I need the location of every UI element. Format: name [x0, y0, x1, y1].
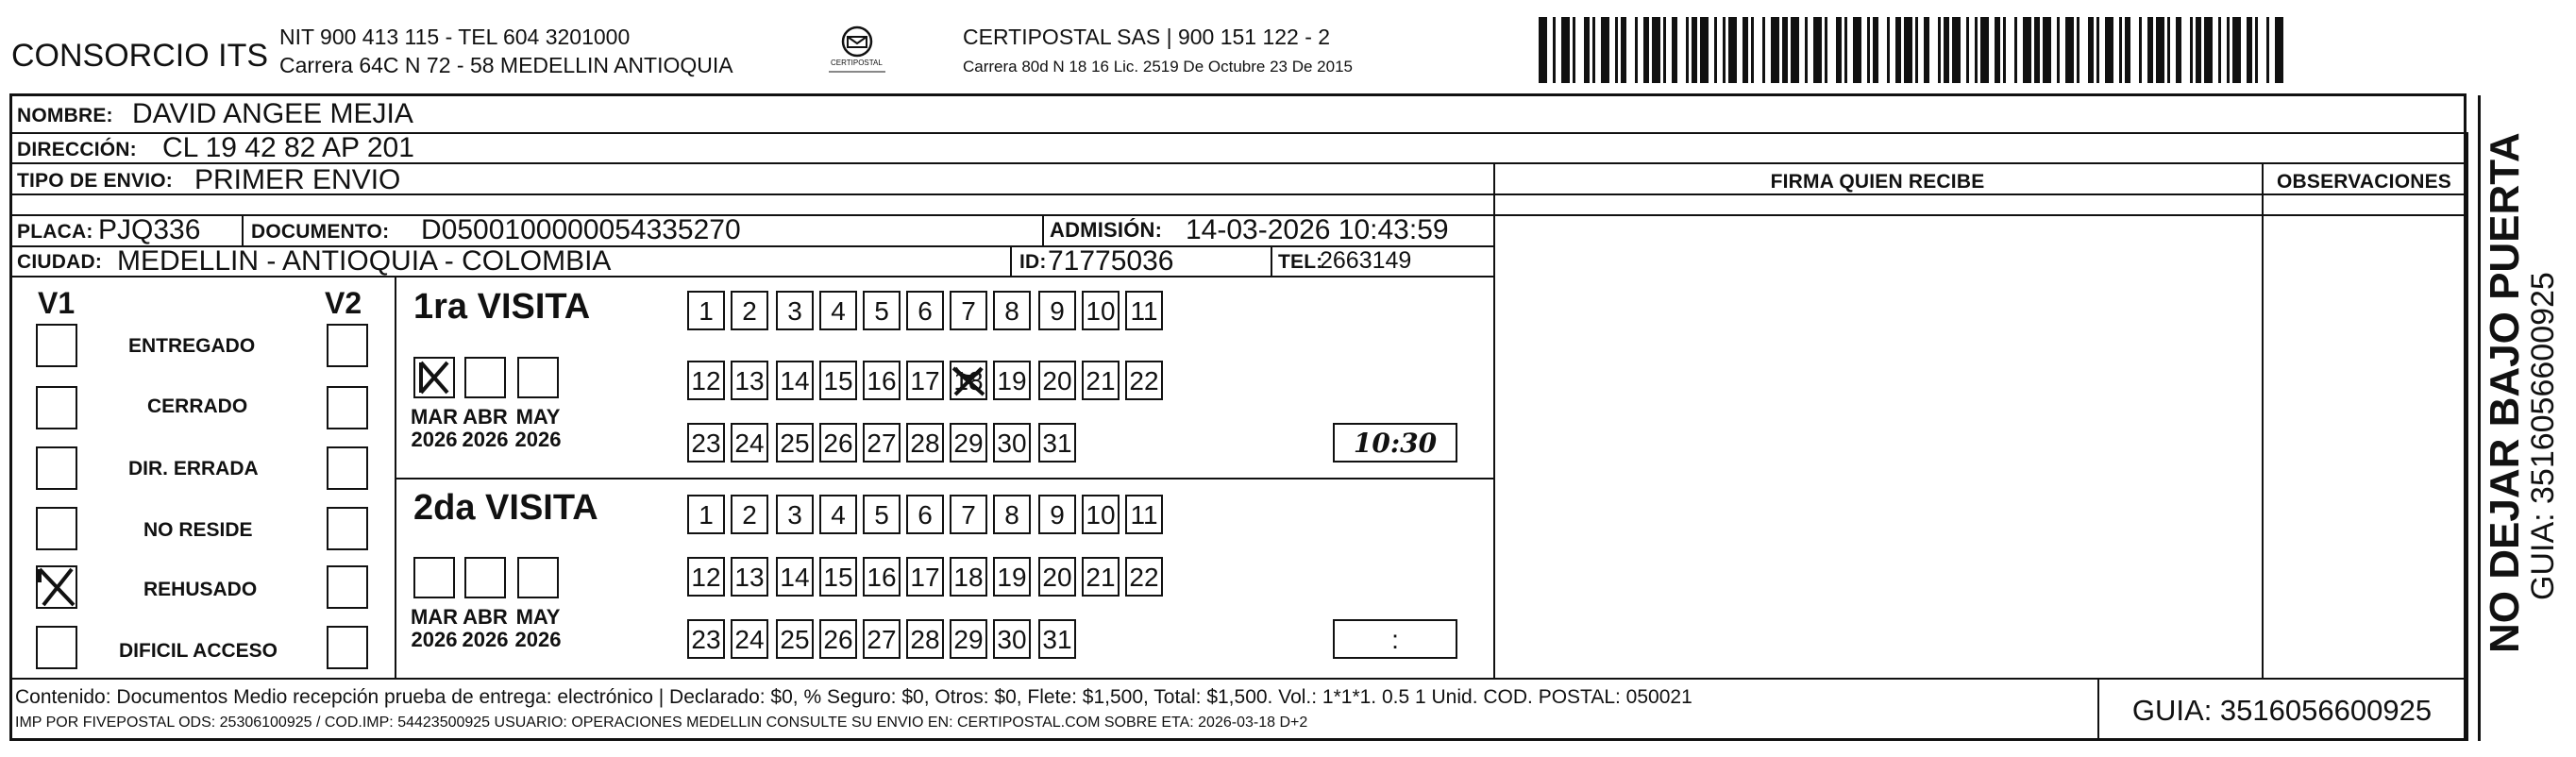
visit2-day-20[interactable]: 20 [1038, 557, 1076, 597]
visit1-day-4[interactable]: 4 [819, 291, 857, 330]
ciudad-label: CIUDAD: [17, 251, 103, 273]
visit2-title: 2da VISITA [413, 488, 598, 528]
side-guia: GUIA: 3516056600925 [2525, 272, 2561, 600]
visit2-day-9[interactable]: 9 [1038, 495, 1076, 534]
visit2-day-22[interactable]: 22 [1125, 557, 1163, 597]
visit1-day-8[interactable]: 8 [993, 291, 1031, 330]
admision-label: ADMISIÓN: [1050, 218, 1163, 242]
visit1-day-31[interactable]: 31 [1038, 423, 1076, 463]
placa-value: PJQ336 [98, 214, 201, 245]
tipo-envio-value: PRIMER ENVIO [194, 164, 401, 195]
option-rehusado: REHUSADO [143, 579, 258, 600]
v2-dificil-acceso-checkbox[interactable] [327, 626, 368, 669]
certipostal-logo [819, 23, 895, 79]
v2-entregado-checkbox[interactable] [327, 324, 368, 367]
visit1-day-19[interactable]: 19 [993, 361, 1031, 400]
v1-dificil-acceso-checkbox[interactable] [36, 626, 77, 669]
visit2-day-23[interactable]: 23 [687, 619, 725, 659]
company-nit: NIT 900 413 115 - TEL 604 3201000 [279, 25, 631, 49]
company-address: Carrera 64C N 72 - 58 MEDELLIN ANTIOQUIA [279, 53, 733, 77]
courier-address: Carrera 80d N 18 16 Lic. 2519 De Octubre 23 De 2015 [963, 58, 1353, 76]
visit2-day-13[interactable]: 13 [731, 557, 768, 597]
visit2-day-5[interactable]: 5 [863, 495, 901, 534]
check-mark-icon [413, 357, 455, 398]
courier-name: CERTIPOSTAL SAS | 900 151 122 - 2 [963, 25, 1331, 49]
option-dir-errada: DIR. ERRADA [128, 458, 259, 479]
option-cerrado: CERRADO [147, 395, 248, 417]
no-dejar-bajo-puerta: NO DEJAR BAJO PUERTA [2482, 132, 2528, 653]
visit1-month-checkbox-may[interactable] [517, 357, 559, 398]
visit2-day-30[interactable]: 30 [993, 619, 1031, 659]
direccion-value: CL 19 42 82 AP 201 [162, 132, 414, 163]
visit1-month-checkbox-mar[interactable] [413, 357, 455, 398]
firma-column-header: FIRMA QUIEN RECIBE [1770, 171, 1985, 193]
v1-header: V1 [38, 286, 76, 320]
option-entregado: ENTREGADO [128, 335, 256, 357]
visit2-day-11[interactable]: 11 [1125, 495, 1163, 534]
visit1-time-box[interactable]: 10:30 [1333, 423, 1457, 463]
documento-label: DOCUMENTO: [251, 221, 390, 243]
barcode [1539, 17, 2294, 83]
visit2-day-26[interactable]: 26 [819, 619, 857, 659]
tel-value: 2663149 [1320, 247, 1412, 274]
visit2-day-16[interactable]: 16 [863, 557, 901, 597]
ciudad-value: MEDELLIN - ANTIOQUIA - COLOMBIA [117, 245, 612, 277]
visit2-day-28[interactable]: 28 [906, 619, 944, 659]
nombre-label: NOMBRE: [17, 105, 113, 126]
option-no-reside: NO RESIDE [143, 519, 253, 541]
documento-value: D0500100000054335270 [421, 214, 741, 245]
direccion-label: DIRECCIÓN: [17, 139, 137, 160]
v2-header: V2 [325, 286, 362, 320]
visit1-day-22[interactable]: 22 [1125, 361, 1163, 400]
visit2-day-21[interactable]: 21 [1082, 557, 1120, 597]
visit1-day-20[interactable]: 20 [1038, 361, 1076, 400]
visit2-day-6[interactable]: 6 [906, 495, 944, 534]
v2-no-reside-checkbox[interactable] [327, 507, 368, 550]
observaciones-column-header: OBSERVACIONES [2276, 171, 2452, 193]
visit2-day-8[interactable]: 8 [993, 495, 1031, 534]
visit2-day-25[interactable]: 25 [776, 619, 814, 659]
visit1-day-25[interactable]: 25 [776, 423, 814, 463]
visit2-day-27[interactable]: 27 [863, 619, 901, 659]
visit1-day-17[interactable]: 17 [906, 361, 944, 400]
id-label: ID: [1019, 251, 1047, 273]
admision-value: 14-03-2026 10:43:59 [1186, 214, 1449, 245]
visit1-day-1[interactable]: 1 [687, 291, 725, 330]
company-name: CONSORCIO ITS [11, 38, 269, 74]
v1-rehusado-checkbox[interactable] [36, 565, 77, 609]
nombre-value: DAVID ANGEE MEJIA [132, 98, 413, 129]
visit1-month-label-mar: MAR 2026 [410, 405, 459, 451]
id-value: 71775036 [1048, 245, 1174, 277]
visit2-day-29[interactable]: 29 [950, 619, 987, 659]
visit1-day-2[interactable]: 2 [731, 291, 768, 330]
visit1-day-10[interactable]: 10 [1082, 291, 1120, 330]
v2-rehusado-checkbox[interactable] [327, 565, 368, 609]
visit2-day-15[interactable]: 15 [819, 557, 857, 597]
visit1-day-24[interactable]: 24 [731, 423, 768, 463]
visit1-month-checkbox-abr[interactable] [464, 357, 506, 398]
visit1-day-27[interactable]: 27 [863, 423, 901, 463]
v2-cerrado-checkbox[interactable] [327, 386, 368, 429]
visit2-day-19[interactable]: 19 [993, 557, 1031, 597]
visit2-day-24[interactable]: 24 [731, 619, 768, 659]
barcode-bars [1539, 17, 2294, 83]
visit2-day-10[interactable]: 10 [1082, 495, 1120, 534]
visit2-day-4[interactable]: 4 [819, 495, 857, 534]
placa-label: PLACA: [17, 221, 93, 243]
visit1-day-30[interactable]: 30 [993, 423, 1031, 463]
visit2-day-17[interactable]: 17 [906, 557, 944, 597]
check-mark-icon [36, 565, 77, 609]
visit2-day-12[interactable]: 12 [687, 557, 725, 597]
visit1-day-21[interactable]: 21 [1082, 361, 1120, 400]
visit2-day-18[interactable]: 18 [950, 557, 987, 597]
visit1-day-14[interactable]: 14 [776, 361, 814, 400]
logo-text: CERTIPOSTAL [831, 59, 883, 67]
visit2-month-checkbox-may[interactable] [517, 557, 559, 598]
v1-entregado-checkbox[interactable] [36, 324, 77, 367]
visit2-day-3[interactable]: 3 [776, 495, 814, 534]
footer-contenido: Contenido: Documentos Medio recepción prueba de entrega: electrónico | Declarado: $0, % Seguro: $0, Otros: $0, Flete: $1,500, Total: $1,500. Vol.: 1*1*1. 0.5 1 Unid. COD. POSTAL: 050021 [15, 686, 1692, 708]
visit1-day-11[interactable]: 11 [1125, 291, 1163, 330]
visit2-day-7[interactable]: 7 [950, 495, 987, 534]
visit1-title: 1ra VISITA [413, 287, 591, 327]
tipo-envio-label: TIPO DE ENVIO: [17, 170, 173, 192]
v1-no-reside-checkbox[interactable] [36, 507, 77, 550]
visit2-month-checkbox-mar[interactable] [413, 557, 455, 598]
option-dificil-acceso: DIFICIL ACCESO [119, 640, 278, 662]
visit2-month-label-mar: MAR 2026 [410, 605, 459, 651]
visit2-month-checkbox-abr[interactable] [464, 557, 506, 598]
visit2-day-14[interactable]: 14 [776, 557, 814, 597]
visit1-day-23[interactable]: 23 [687, 423, 725, 463]
footer-imp: IMP POR FIVEPOSTAL ODS: 25306100925 / COD.IMP: 54423500925 USUARIO: OPERACIONES MEDELLIN CONSULTE SU ENVIO EN: CERTIPOSTAL.COM SOBRE ETA: 2026-03-18 D+2 [15, 715, 1308, 731]
visit1-month-label-may: MAY 2026 [514, 405, 562, 451]
visit1-day-18[interactable]: 18 [950, 361, 987, 400]
visit1-day-28[interactable]: 28 [906, 423, 944, 463]
envelope-icon [819, 23, 895, 79]
v2-dir-errada-checkbox[interactable] [327, 446, 368, 490]
visit1-day-3[interactable]: 3 [776, 291, 814, 330]
visit1-month-label-abr: ABR 2026 [462, 405, 509, 451]
scribble-mark-icon [950, 361, 987, 400]
visit1-day-12[interactable]: 12 [687, 361, 725, 400]
visit1-day-9[interactable]: 9 [1038, 291, 1076, 330]
visit2-day-31[interactable]: 31 [1038, 619, 1076, 659]
visit1-day-15[interactable]: 15 [819, 361, 857, 400]
visit1-day-29[interactable]: 29 [950, 423, 987, 463]
visit2-month-label-abr: ABR 2026 [462, 605, 509, 651]
visit2-month-label-may: MAY 2026 [514, 605, 562, 651]
visit2-day-2[interactable]: 2 [731, 495, 768, 534]
visit1-day-6[interactable]: 6 [906, 291, 944, 330]
visit1-day-26[interactable]: 26 [819, 423, 857, 463]
v1-cerrado-checkbox[interactable] [36, 386, 77, 429]
visit2-day-1[interactable]: 1 [687, 495, 725, 534]
visit1-day-5[interactable]: 5 [863, 291, 901, 330]
visit2-time-box[interactable]: : [1333, 619, 1457, 659]
visit1-day-7[interactable]: 7 [950, 291, 987, 330]
tel-label: TEL: [1278, 251, 1323, 273]
visit1-day-16[interactable]: 16 [863, 361, 901, 400]
v1-dir-errada-checkbox[interactable] [36, 446, 77, 490]
visit1-day-13[interactable]: 13 [731, 361, 768, 400]
footer-guia: GUIA: 3516056600925 [2131, 694, 2433, 727]
